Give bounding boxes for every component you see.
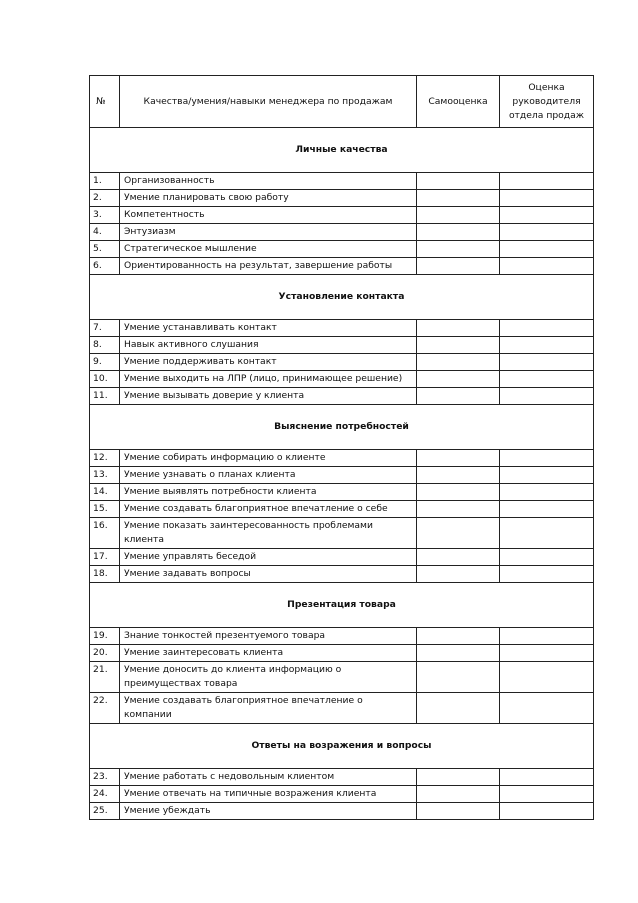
row-skill: Умение планировать свою работу: [120, 190, 417, 207]
row-skill: Умение поддерживать контакт: [120, 354, 417, 371]
table-row: [90, 388, 594, 405]
row-number: 8.: [90, 337, 120, 354]
row-skill: Энтузиазм: [120, 224, 417, 241]
row-skill: Умение создавать благоприятное впечатление о компании: [120, 693, 417, 724]
table-row: [90, 566, 594, 583]
self-assessment-cell[interactable]: [417, 190, 500, 207]
section-title: Выяснение потребностей: [90, 405, 594, 450]
row-number: 19.: [90, 628, 120, 645]
row-skill: Знание тонкостей презентуемого товара: [120, 628, 417, 645]
row-number: 5.: [90, 241, 120, 258]
row-skill: Умение заинтересовать клиента: [120, 645, 417, 662]
row-number: 14.: [90, 484, 120, 501]
section-row: [90, 275, 594, 320]
row-number: 21.: [90, 662, 120, 693]
manager-assessment-cell[interactable]: [500, 320, 594, 337]
table-row: [90, 371, 594, 388]
table-row: [90, 207, 594, 224]
table-row: [90, 769, 594, 786]
table-row: [90, 803, 594, 820]
table-row: [90, 484, 594, 501]
row-number: 24.: [90, 786, 120, 803]
row-number: 23.: [90, 769, 120, 786]
row-number: 10.: [90, 371, 120, 388]
self-assessment-cell[interactable]: [417, 769, 500, 786]
row-number: 22.: [90, 693, 120, 724]
row-number: 12.: [90, 450, 120, 467]
table-body: [90, 128, 594, 820]
table-row: [90, 337, 594, 354]
self-assessment-cell[interactable]: [417, 566, 500, 583]
table-row: [90, 467, 594, 484]
self-assessment-cell[interactable]: [417, 354, 500, 371]
section-title: Личные качества: [90, 128, 594, 173]
self-assessment-cell[interactable]: [417, 337, 500, 354]
manager-assessment-cell[interactable]: [500, 662, 594, 693]
header-self-assessment: Самооценка: [417, 76, 500, 128]
table-row: [90, 354, 594, 371]
manager-assessment-cell[interactable]: [500, 786, 594, 803]
manager-assessment-cell[interactable]: [500, 371, 594, 388]
self-assessment-cell[interactable]: [417, 224, 500, 241]
row-skill: Умение собирать информацию о клиенте: [120, 450, 417, 467]
row-number: 6.: [90, 258, 120, 275]
self-assessment-cell[interactable]: [417, 388, 500, 405]
manager-assessment-cell[interactable]: [500, 241, 594, 258]
manager-assessment-cell[interactable]: [500, 258, 594, 275]
self-assessment-cell[interactable]: [417, 662, 500, 693]
row-number: 13.: [90, 467, 120, 484]
self-assessment-cell[interactable]: [417, 173, 500, 190]
section-title: Установление контакта: [90, 275, 594, 320]
header-manager-assessment: Оценка руководителя отдела продаж: [500, 76, 594, 128]
row-skill: Умение создавать благоприятное впечатление о себе: [120, 501, 417, 518]
header-number: №: [90, 76, 120, 128]
row-number: 7.: [90, 320, 120, 337]
row-number: 9.: [90, 354, 120, 371]
manager-assessment-cell[interactable]: [500, 354, 594, 371]
table-row: [90, 224, 594, 241]
row-number: 16.: [90, 518, 120, 549]
self-assessment-cell[interactable]: [417, 549, 500, 566]
table-row: [90, 173, 594, 190]
self-assessment-cell[interactable]: [417, 693, 500, 724]
row-skill: Умение отвечать на типичные возражения клиента: [120, 786, 417, 803]
row-number: 3.: [90, 207, 120, 224]
section-row: [90, 128, 594, 173]
self-assessment-cell[interactable]: [417, 628, 500, 645]
self-assessment-cell[interactable]: [417, 484, 500, 501]
header-skill: Качества/умения/навыки менеджера по продажам: [120, 76, 417, 128]
self-assessment-cell[interactable]: [417, 501, 500, 518]
table-row: [90, 501, 594, 518]
manager-assessment-cell[interactable]: [500, 501, 594, 518]
row-skill: Умение устанавливать контакт: [120, 320, 417, 337]
self-assessment-cell[interactable]: [417, 786, 500, 803]
row-skill: Умение выявлять потребности клиента: [120, 484, 417, 501]
row-skill: Умение управлять беседой: [120, 549, 417, 566]
self-assessment-cell[interactable]: [417, 803, 500, 820]
manager-assessment-cell[interactable]: [500, 190, 594, 207]
manager-assessment-cell[interactable]: [500, 628, 594, 645]
section-row: [90, 405, 594, 450]
manager-assessment-cell[interactable]: [500, 224, 594, 241]
table-row: [90, 450, 594, 467]
table-row: [90, 786, 594, 803]
self-assessment-cell[interactable]: [417, 450, 500, 467]
self-assessment-cell[interactable]: [417, 258, 500, 275]
row-skill: Умение выходить на ЛПР (лицо, принимающее решение): [120, 371, 417, 388]
row-number: 1.: [90, 173, 120, 190]
row-skill: Умение задавать вопросы: [120, 566, 417, 583]
row-skill: Умение доносить до клиента информацию о преимуществах товара: [120, 662, 417, 693]
self-assessment-cell[interactable]: [417, 518, 500, 549]
table-row: [90, 258, 594, 275]
table-row: [90, 662, 594, 693]
row-number: 17.: [90, 549, 120, 566]
row-skill: Умение вызывать доверие у клиента: [120, 388, 417, 405]
manager-assessment-cell[interactable]: [500, 645, 594, 662]
table-row: [90, 320, 594, 337]
manager-assessment-cell[interactable]: [500, 450, 594, 467]
manager-assessment-cell[interactable]: [500, 693, 594, 724]
row-skill: Компетентность: [120, 207, 417, 224]
manager-assessment-cell[interactable]: [500, 518, 594, 549]
table-row: [90, 645, 594, 662]
row-skill: Умение убеждать: [120, 803, 417, 820]
manager-assessment-cell[interactable]: [500, 388, 594, 405]
manager-assessment-cell[interactable]: [500, 566, 594, 583]
self-assessment-cell[interactable]: [417, 645, 500, 662]
self-assessment-cell[interactable]: [417, 241, 500, 258]
table-row: [90, 628, 594, 645]
manager-assessment-cell[interactable]: [500, 173, 594, 190]
self-assessment-cell[interactable]: [417, 467, 500, 484]
section-row: [90, 724, 594, 769]
row-number: 15.: [90, 501, 120, 518]
manager-assessment-cell[interactable]: [500, 549, 594, 566]
self-assessment-cell[interactable]: [417, 320, 500, 337]
row-number: 11.: [90, 388, 120, 405]
row-number: 4.: [90, 224, 120, 241]
row-number: 2.: [90, 190, 120, 207]
row-skill: Ориентированность на результат, завершение работы: [120, 258, 417, 275]
section-title: Ответы на возражения и вопросы: [90, 724, 594, 769]
row-number: 18.: [90, 566, 120, 583]
row-skill: Умение узнавать о планах клиента: [120, 467, 417, 484]
table-row: [90, 518, 594, 549]
section-title: Презентация товара: [90, 583, 594, 628]
manager-assessment-cell[interactable]: [500, 769, 594, 786]
skills-evaluation-table: [89, 75, 594, 820]
header-row: [90, 76, 594, 128]
manager-assessment-cell[interactable]: [500, 337, 594, 354]
row-skill: Навык активного слушания: [120, 337, 417, 354]
row-number: 25.: [90, 803, 120, 820]
manager-assessment-cell[interactable]: [500, 803, 594, 820]
manager-assessment-cell[interactable]: [500, 467, 594, 484]
manager-assessment-cell[interactable]: [500, 207, 594, 224]
table-row: [90, 693, 594, 724]
self-assessment-cell[interactable]: [417, 371, 500, 388]
table-row: [90, 549, 594, 566]
row-skill: Организованность: [120, 173, 417, 190]
manager-assessment-cell[interactable]: [500, 484, 594, 501]
table-row: [90, 190, 594, 207]
row-skill: Стратегическое мышление: [120, 241, 417, 258]
row-number: 20.: [90, 645, 120, 662]
row-skill: Умение работать с недовольным клиентом: [120, 769, 417, 786]
self-assessment-cell[interactable]: [417, 207, 500, 224]
table-row: [90, 241, 594, 258]
section-row: [90, 583, 594, 628]
row-skill: Умение показать заинтересованность проблемами клиента: [120, 518, 417, 549]
